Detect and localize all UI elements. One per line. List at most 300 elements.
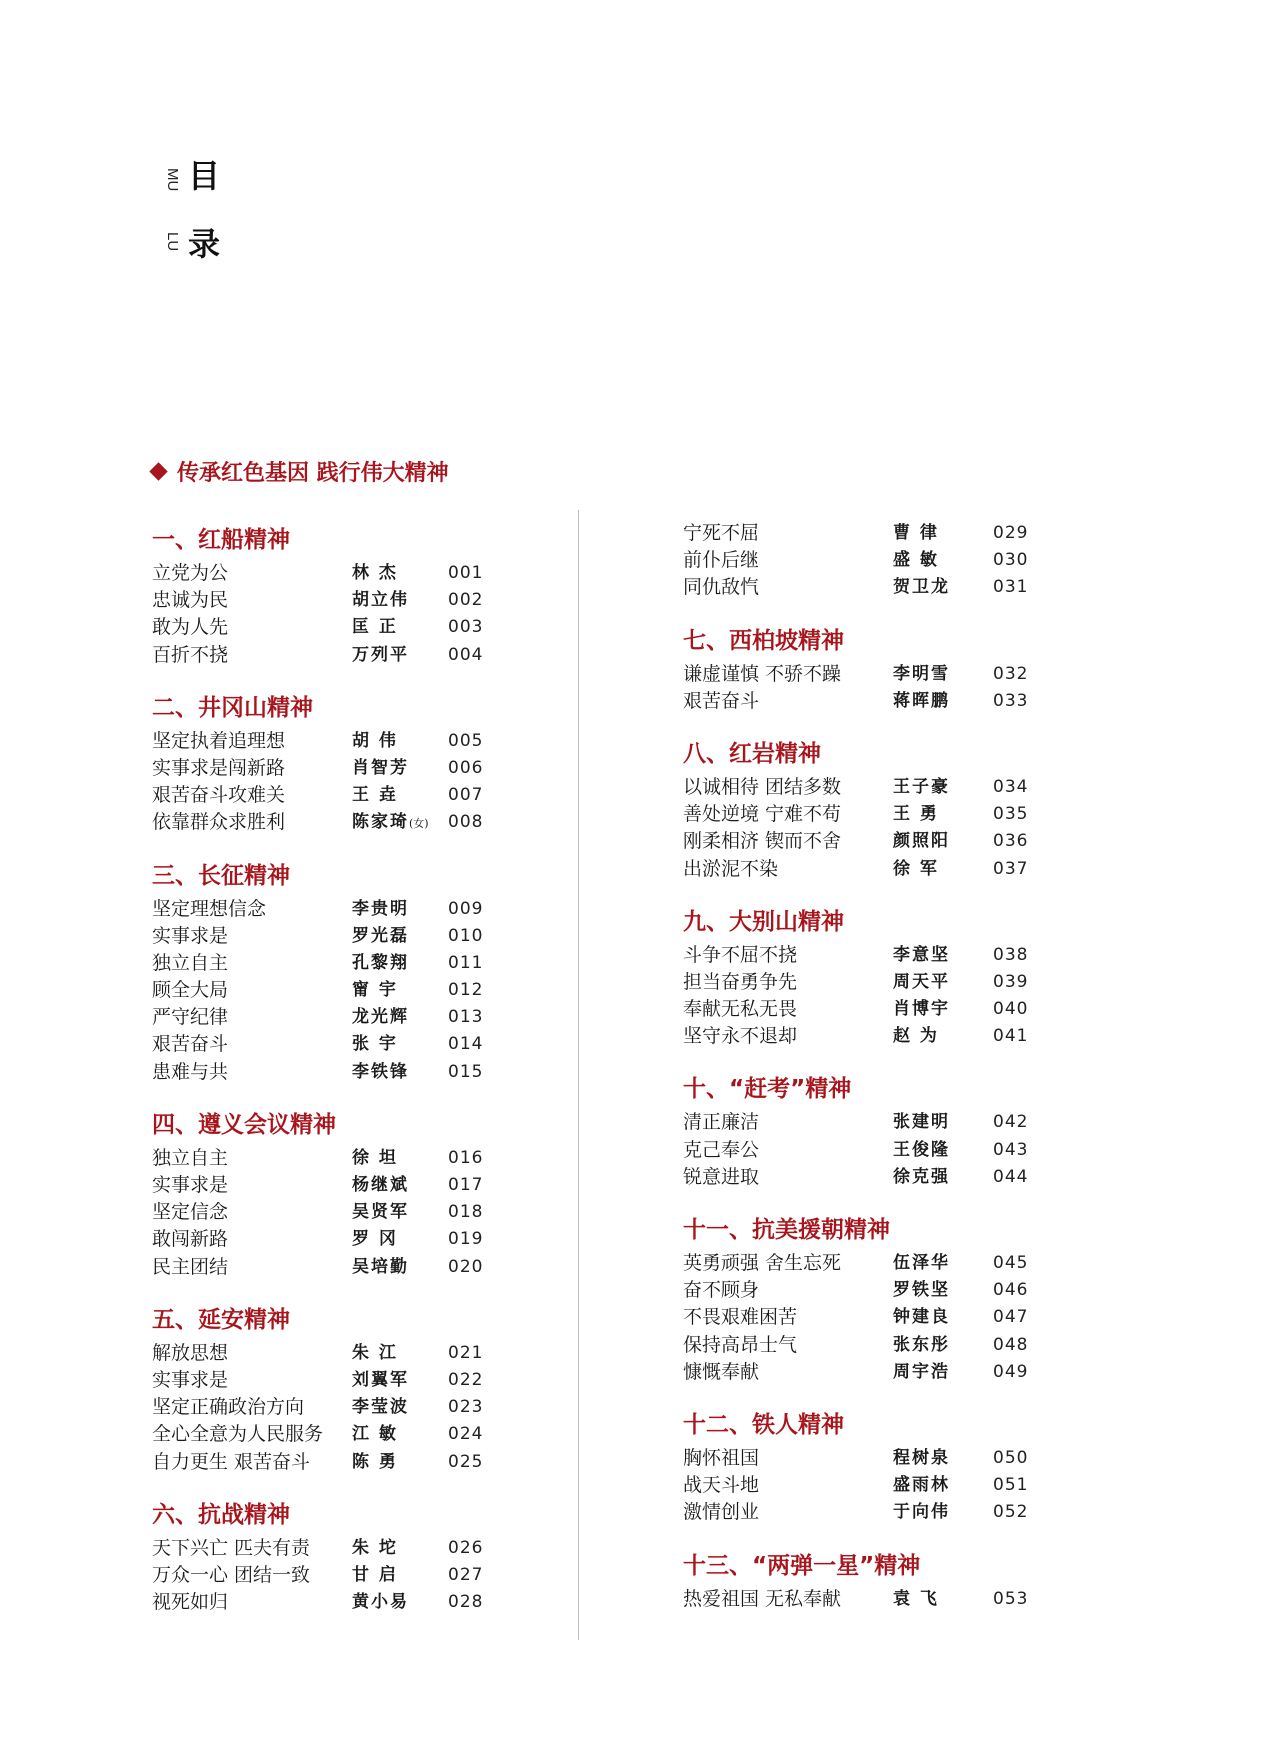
entry-page-number: 053	[993, 1588, 1029, 1609]
entry-author	[893, 1109, 950, 1136]
entry-title: 实事求是	[152, 1174, 229, 1196]
entry-author-name: 袁 飞	[893, 1588, 939, 1609]
chapter-title[interactable]: 九、大别山精神	[683, 908, 844, 935]
toc-chapter	[683, 1405, 1063, 1527]
toc-entry[interactable]	[152, 1226, 532, 1253]
entry-page-number: 025	[448, 1451, 484, 1472]
entry-page-number: 046	[993, 1280, 1029, 1301]
entry-author	[893, 1277, 950, 1304]
toc-chapter	[152, 688, 532, 837]
entry-title: 顾全大局	[152, 979, 229, 1002]
entry-page-number: 020	[448, 1256, 484, 1277]
entry-author-name: 颜照阳	[893, 831, 950, 852]
entry-title: 坚定信念	[152, 1201, 229, 1224]
toc-chapter	[683, 1210, 1063, 1386]
entry-author-name: 李铁锋	[352, 1061, 409, 1082]
entry-title: 视死如归	[152, 1591, 229, 1614]
entry-page-number: 003	[448, 617, 484, 638]
entry-page-number: 007	[448, 785, 484, 806]
toc-entry[interactable]	[683, 547, 1063, 574]
entry-author	[352, 1421, 398, 1448]
entry-author-name: 孔黎翔	[352, 952, 409, 973]
entry-author	[893, 1499, 950, 1526]
entry-page-number: 019	[448, 1229, 484, 1250]
entry-page-number: 006	[448, 757, 484, 778]
entry-author	[352, 755, 409, 782]
toc-entry[interactable]	[683, 942, 1063, 969]
entry-title: 敢为人先	[152, 616, 229, 639]
entry-author	[893, 1359, 950, 1386]
entry-author-name: 江 敏	[352, 1424, 398, 1445]
entry-author-name: 胡 伟	[352, 730, 398, 751]
entry-author-name: 罗光磊	[352, 925, 409, 946]
entry-author	[352, 1031, 398, 1058]
entry-title: 锐意进取	[683, 1165, 760, 1188]
chapter-title[interactable]: 一、红船精神	[152, 527, 290, 553]
toc-chapter	[683, 734, 1063, 883]
toc-entry[interactable]	[152, 1421, 532, 1448]
entry-author	[893, 547, 939, 574]
toc-entry[interactable]	[683, 969, 1063, 996]
entry-page-number: 039	[993, 971, 1029, 992]
chapter-title[interactable]: 十二、铁人精神	[683, 1411, 844, 1438]
entry-author	[352, 977, 398, 1004]
toc-entry[interactable]	[152, 642, 532, 669]
toc-entry[interactable]	[683, 661, 1063, 688]
entry-page-number: 013	[448, 1007, 484, 1028]
entry-author	[352, 1535, 398, 1562]
entry-author-note: (女)	[409, 817, 429, 831]
entry-author	[893, 801, 939, 828]
entry-page-number: 040	[993, 999, 1029, 1020]
entry-author	[893, 828, 950, 855]
entry-title: 天下兴亡 匹夫有责	[152, 1536, 311, 1559]
entry-page-number: 004	[448, 644, 484, 665]
toc-entry[interactable]	[152, 587, 532, 614]
toc-pinyin-2: LU	[164, 232, 181, 252]
entry-page-number: 031	[993, 577, 1029, 598]
entry-page-number: 035	[993, 804, 1029, 825]
entry-author-name: 盛 敏	[893, 550, 939, 571]
chapter-title[interactable]: 二、井冈山精神	[152, 694, 313, 721]
toc-chapter	[152, 1495, 532, 1617]
toc-entry[interactable]	[152, 1031, 532, 1058]
toc-entry[interactable]	[152, 896, 532, 923]
entry-title: 立党为公	[152, 562, 229, 584]
toc-entry[interactable]	[152, 1004, 532, 1031]
entry-author	[893, 1164, 950, 1191]
entry-title: 不畏艰难困苦	[683, 1306, 798, 1329]
entry-title: 奋不顾身	[683, 1279, 760, 1302]
toc-entry[interactable]	[152, 1367, 532, 1394]
entry-title: 善处逆境 宁难不苟	[683, 803, 842, 826]
toc-entry[interactable]	[152, 560, 532, 587]
entry-author-name: 龙光辉	[352, 1007, 409, 1028]
toc-entry[interactable]	[683, 801, 1063, 828]
toc-entry[interactable]	[683, 1137, 1063, 1164]
entry-title: 忠诚为民	[152, 589, 229, 612]
entry-author	[352, 950, 409, 977]
chapter-title[interactable]: 五、延安精神	[152, 1306, 290, 1333]
chapter-title[interactable]: 三、长征精神	[152, 862, 290, 889]
entry-author-name: 朱 坨	[352, 1537, 398, 1558]
toc-chapter	[152, 1300, 532, 1476]
entry-author-name: 肖博宇	[893, 999, 950, 1020]
toc-entry[interactable]	[683, 774, 1063, 801]
entry-title: 艰苦奋斗	[152, 1033, 229, 1056]
column-divider	[578, 510, 579, 1640]
chapter-title[interactable]: 十三、“两弹一星”精神	[683, 1552, 921, 1579]
entry-author	[893, 1586, 939, 1613]
entry-author	[352, 923, 409, 950]
entry-page-number: 023	[448, 1397, 484, 1418]
toc-entry[interactable]	[683, 1499, 1063, 1526]
entry-page-number: 012	[448, 980, 484, 1001]
toc-entry[interactable]	[683, 856, 1063, 883]
entry-author-name: 罗 冈	[352, 1229, 398, 1250]
entry-title: 解放思想	[152, 1341, 229, 1364]
entry-author	[893, 1332, 950, 1359]
entry-title: 斗争不屈不挠	[683, 943, 798, 966]
toc-entry[interactable]	[152, 977, 532, 1004]
entry-page-number: 021	[448, 1342, 484, 1363]
chapter-title[interactable]: 十一、抗美援朝精神	[683, 1217, 890, 1243]
entry-title: 奉献无私无畏	[683, 998, 798, 1021]
entry-page-number: 037	[993, 858, 1029, 879]
entry-author	[352, 1226, 398, 1253]
toc-chapter	[683, 621, 1063, 715]
entry-title: 实事求是闯新路	[152, 756, 286, 779]
entry-title: 独立自主	[152, 951, 229, 974]
entry-title: 艰苦奋斗攻难关	[152, 784, 286, 807]
chapter-title[interactable]: 七、西柏坡精神	[683, 627, 844, 654]
entry-author-name: 王俊隆	[893, 1139, 950, 1160]
entry-author-name: 周天平	[893, 971, 950, 992]
entry-page-number: 011	[448, 952, 484, 973]
entry-title: 刚柔相济 锲而不舍	[683, 830, 842, 853]
entry-author	[352, 896, 409, 923]
toc-entry[interactable]	[152, 728, 532, 755]
entry-title: 谦虚谨慎 不骄不躁	[683, 662, 842, 685]
toc-entry[interactable]	[683, 1164, 1063, 1191]
toc-entry[interactable]	[152, 950, 532, 977]
entry-author-name: 徐 坦	[352, 1147, 398, 1168]
toc-entry[interactable]	[152, 755, 532, 782]
toc-chapter	[152, 1105, 532, 1281]
entry-author	[352, 1145, 398, 1172]
entry-page-number: 005	[448, 730, 484, 751]
entry-author	[893, 688, 950, 715]
entry-author	[352, 809, 429, 837]
entry-author	[893, 1137, 950, 1164]
entry-author-name: 赵 为	[893, 1026, 939, 1047]
toc-entry[interactable]	[683, 1472, 1063, 1499]
entry-author	[352, 1340, 398, 1367]
toc-title-char-1: 目	[188, 157, 221, 195]
entry-title: 全心全意为人民服务	[152, 1423, 324, 1446]
toc-entry[interactable]	[152, 1449, 532, 1476]
entry-author-name: 甘 启	[352, 1564, 398, 1585]
entry-author-name: 于向伟	[893, 1502, 950, 1523]
toc-entry[interactable]	[152, 809, 532, 836]
entry-author-name: 伍泽华	[893, 1253, 950, 1273]
entry-page-number: 022	[448, 1369, 484, 1390]
entry-author-name: 蒋晖鹏	[893, 690, 950, 711]
entry-author	[352, 1449, 398, 1476]
entry-author-name: 杨继斌	[352, 1175, 409, 1195]
entry-title: 热爱祖国 无私奉献	[683, 1587, 842, 1610]
entry-author-name: 李贵明	[352, 898, 409, 919]
toc-chapter	[152, 856, 532, 1086]
toc-entry[interactable]	[152, 1059, 532, 1086]
entry-author	[893, 1472, 950, 1499]
entry-title: 战天斗地	[683, 1474, 760, 1497]
entry-title: 宁死不屈	[683, 522, 760, 544]
entry-page-number: 017	[448, 1175, 484, 1195]
entry-title: 万众一心 团结一致	[152, 1563, 311, 1586]
entry-title: 实事求是	[152, 924, 229, 947]
toc-entry[interactable]	[683, 1445, 1063, 1472]
entry-page-number: 016	[448, 1147, 484, 1168]
entry-author-name: 曹 律	[893, 523, 939, 543]
entry-title: 自力更生 艰苦奋斗	[152, 1450, 311, 1473]
entry-title: 坚定执着追理想	[152, 729, 286, 752]
chapter-title[interactable]: 四、遵义会议精神	[152, 1111, 336, 1138]
entry-author-name: 万列平	[352, 644, 409, 665]
entry-author	[352, 1562, 398, 1589]
entry-title: 民主团结	[152, 1255, 229, 1278]
toc-entry[interactable]	[152, 1589, 532, 1616]
entry-title: 出淤泥不染	[683, 857, 779, 880]
entry-author	[352, 1589, 409, 1616]
entry-page-number: 027	[448, 1564, 484, 1585]
entry-title: 坚定理想信念	[152, 897, 267, 920]
entry-page-number: 033	[993, 690, 1029, 711]
entry-page-number: 009	[448, 898, 484, 919]
toc-chapter	[683, 520, 1063, 602]
toc-entry[interactable]	[683, 1109, 1063, 1136]
entry-title: 严守纪律	[152, 1006, 229, 1029]
toc-entry[interactable]	[152, 1145, 532, 1172]
entry-author	[893, 1250, 950, 1277]
entry-title: 同仇敌忾	[683, 576, 760, 599]
entry-page-number: 045	[993, 1253, 1029, 1273]
entry-page-number: 048	[993, 1334, 1029, 1355]
toc-chapter	[683, 902, 1063, 1051]
entry-author-name: 胡立伟	[352, 590, 409, 611]
entry-author-name: 朱 江	[352, 1342, 398, 1363]
entry-title: 坚守永不退却	[683, 1025, 798, 1048]
toc-pinyin-1: MU	[164, 168, 181, 192]
entry-title: 前仆后继	[683, 549, 760, 572]
entry-page-number: 008	[448, 812, 484, 833]
entry-page-number: 051	[993, 1475, 1029, 1496]
entry-author-name: 徐 军	[893, 858, 939, 879]
entry-author-name: 张东彤	[893, 1334, 950, 1355]
toc-chapter	[683, 1069, 1063, 1191]
toc-entry[interactable]	[683, 1250, 1063, 1277]
entry-author	[893, 969, 950, 996]
entry-author-name: 贺卫龙	[893, 577, 950, 598]
entry-author	[893, 574, 950, 601]
entry-author	[352, 1199, 409, 1226]
toc-entry[interactable]	[683, 688, 1063, 715]
toc-entry[interactable]	[683, 520, 1063, 547]
entry-page-number: 010	[448, 925, 484, 946]
entry-page-number: 047	[993, 1307, 1029, 1328]
entry-page-number: 014	[448, 1034, 484, 1055]
entry-page-number: 001	[448, 563, 484, 583]
entry-title: 英勇顽强 舍生忘死	[683, 1252, 842, 1274]
entry-author	[352, 1367, 409, 1394]
entry-author	[893, 1304, 950, 1331]
toc-entry[interactable]	[683, 1277, 1063, 1304]
toc-left-column	[152, 520, 532, 1616]
toc-chapter	[683, 1546, 1063, 1613]
toc-entry[interactable]	[152, 1562, 532, 1589]
entry-author-name: 周宇浩	[893, 1361, 950, 1382]
entry-title: 依靠群众求胜利	[152, 811, 286, 834]
entry-author-name: 陈家琦	[352, 812, 409, 833]
entry-author-name: 林 杰	[352, 563, 398, 583]
toc-chapter	[152, 520, 532, 669]
entry-author-name: 钟建良	[893, 1307, 950, 1328]
toc-title-char-2: 录	[188, 225, 221, 263]
entry-author	[893, 1023, 939, 1050]
toc-entry[interactable]	[683, 1586, 1063, 1613]
entry-title: 独立自主	[152, 1146, 229, 1169]
entry-author-name: 张 宇	[352, 1034, 398, 1055]
entry-page-number: 015	[448, 1061, 484, 1082]
toc-entry[interactable]	[683, 1332, 1063, 1359]
entry-author	[893, 942, 950, 969]
entry-author	[352, 1004, 409, 1031]
toc-entry[interactable]	[152, 1394, 532, 1421]
toc-right-column	[683, 520, 1063, 1613]
entry-author-name: 王子豪	[893, 776, 950, 797]
entry-page-number: 044	[993, 1166, 1029, 1187]
entry-title: 保持高昂士气	[683, 1333, 798, 1356]
entry-title: 敢闯新路	[152, 1228, 229, 1251]
entry-page-number: 052	[993, 1502, 1029, 1523]
chapter-title[interactable]: 六、抗战精神	[152, 1501, 290, 1528]
entry-author	[352, 587, 409, 614]
entry-author	[352, 782, 398, 809]
entry-page-number: 029	[993, 523, 1029, 543]
toc-entry[interactable]	[152, 1172, 532, 1199]
section-heading	[152, 456, 449, 487]
toc-entry[interactable]	[152, 1340, 532, 1367]
entry-author	[352, 1254, 409, 1281]
entry-page-number: 002	[448, 590, 484, 611]
entry-author	[352, 1172, 409, 1199]
entry-page-number: 032	[993, 663, 1029, 684]
entry-page-number: 041	[993, 1026, 1029, 1047]
entry-author	[352, 642, 409, 669]
entry-author	[893, 1445, 950, 1472]
toc-entry[interactable]	[683, 1304, 1063, 1331]
entry-title: 清正廉洁	[683, 1111, 760, 1134]
toc-entry[interactable]	[152, 1254, 532, 1281]
toc-entry[interactable]	[152, 614, 532, 641]
entry-author	[893, 996, 950, 1023]
entry-author	[893, 520, 939, 547]
entry-title: 坚定正确政治方向	[152, 1396, 305, 1419]
toc-entry[interactable]	[683, 574, 1063, 601]
entry-title: 百折不挠	[152, 643, 229, 666]
entry-page-number: 026	[448, 1537, 484, 1558]
toc-entry[interactable]	[683, 1359, 1063, 1386]
entry-page-number: 034	[993, 776, 1029, 797]
entry-page-number: 030	[993, 550, 1029, 571]
entry-author-name: 吴贤军	[352, 1202, 409, 1223]
entry-page-number: 043	[993, 1139, 1029, 1160]
entry-author-name: 黄小易	[352, 1592, 409, 1613]
entry-author-name: 徐克强	[893, 1166, 950, 1187]
entry-author	[352, 728, 398, 755]
entry-author-name: 吴培勤	[352, 1256, 409, 1277]
entry-author	[352, 614, 398, 641]
diamond-bullet-icon	[149, 462, 167, 480]
toc-entry[interactable]	[152, 923, 532, 950]
entry-author-name: 程树泉	[893, 1447, 950, 1468]
toc-entry[interactable]	[152, 782, 532, 809]
toc-entry[interactable]	[683, 828, 1063, 855]
entry-author-name: 甯 宇	[352, 980, 398, 1001]
entry-title: 胸怀祖国	[683, 1446, 760, 1469]
entry-author-name: 匡 正	[352, 617, 398, 638]
toc-entry[interactable]	[152, 1199, 532, 1226]
entry-author-name: 张建明	[893, 1112, 950, 1133]
entry-title: 慷慨奉献	[683, 1360, 760, 1383]
entry-page-number: 028	[448, 1592, 484, 1613]
toc-entry[interactable]	[152, 1535, 532, 1562]
entry-author-name: 刘翼军	[352, 1369, 409, 1390]
entry-author-name: 李意坚	[893, 944, 950, 965]
chapter-title[interactable]: 八、红岩精神	[683, 740, 821, 767]
entry-title: 克己奉公	[683, 1138, 760, 1161]
entry-author	[352, 560, 398, 587]
entry-author	[352, 1394, 409, 1421]
entry-title: 患难与共	[152, 1060, 229, 1083]
entry-page-number: 036	[993, 831, 1029, 852]
entry-author	[893, 856, 939, 883]
entry-author-name: 李明雪	[893, 663, 950, 684]
entry-author-name: 肖智芳	[352, 757, 409, 778]
entry-author	[893, 661, 950, 688]
entry-author-name: 罗铁坚	[893, 1280, 950, 1301]
entry-page-number: 050	[993, 1447, 1029, 1468]
entry-title: 担当奋勇争先	[683, 970, 798, 993]
entry-author-name: 陈 勇	[352, 1451, 398, 1472]
entry-author	[352, 1059, 409, 1086]
section-heading-text: 传承红色基因 践行伟大精神	[177, 461, 449, 486]
entry-page-number: 049	[993, 1361, 1029, 1382]
entry-page-number: 024	[448, 1424, 484, 1445]
entry-author-name: 王 勇	[893, 804, 939, 825]
entry-title: 艰苦奋斗	[683, 689, 760, 712]
entry-author-name: 盛雨林	[893, 1475, 950, 1496]
chapter-title[interactable]: 十、“赶考”精神	[683, 1076, 852, 1103]
entry-title: 以诚相待 团结多数	[683, 775, 842, 798]
entry-author-name: 李莹波	[352, 1397, 409, 1418]
entry-page-number: 042	[993, 1112, 1029, 1133]
entry-title: 激情创业	[683, 1501, 760, 1524]
toc-entry[interactable]	[683, 996, 1063, 1023]
entry-title: 实事求是	[152, 1368, 229, 1391]
toc-entry[interactable]	[683, 1023, 1063, 1050]
entry-page-number: 018	[448, 1202, 484, 1223]
